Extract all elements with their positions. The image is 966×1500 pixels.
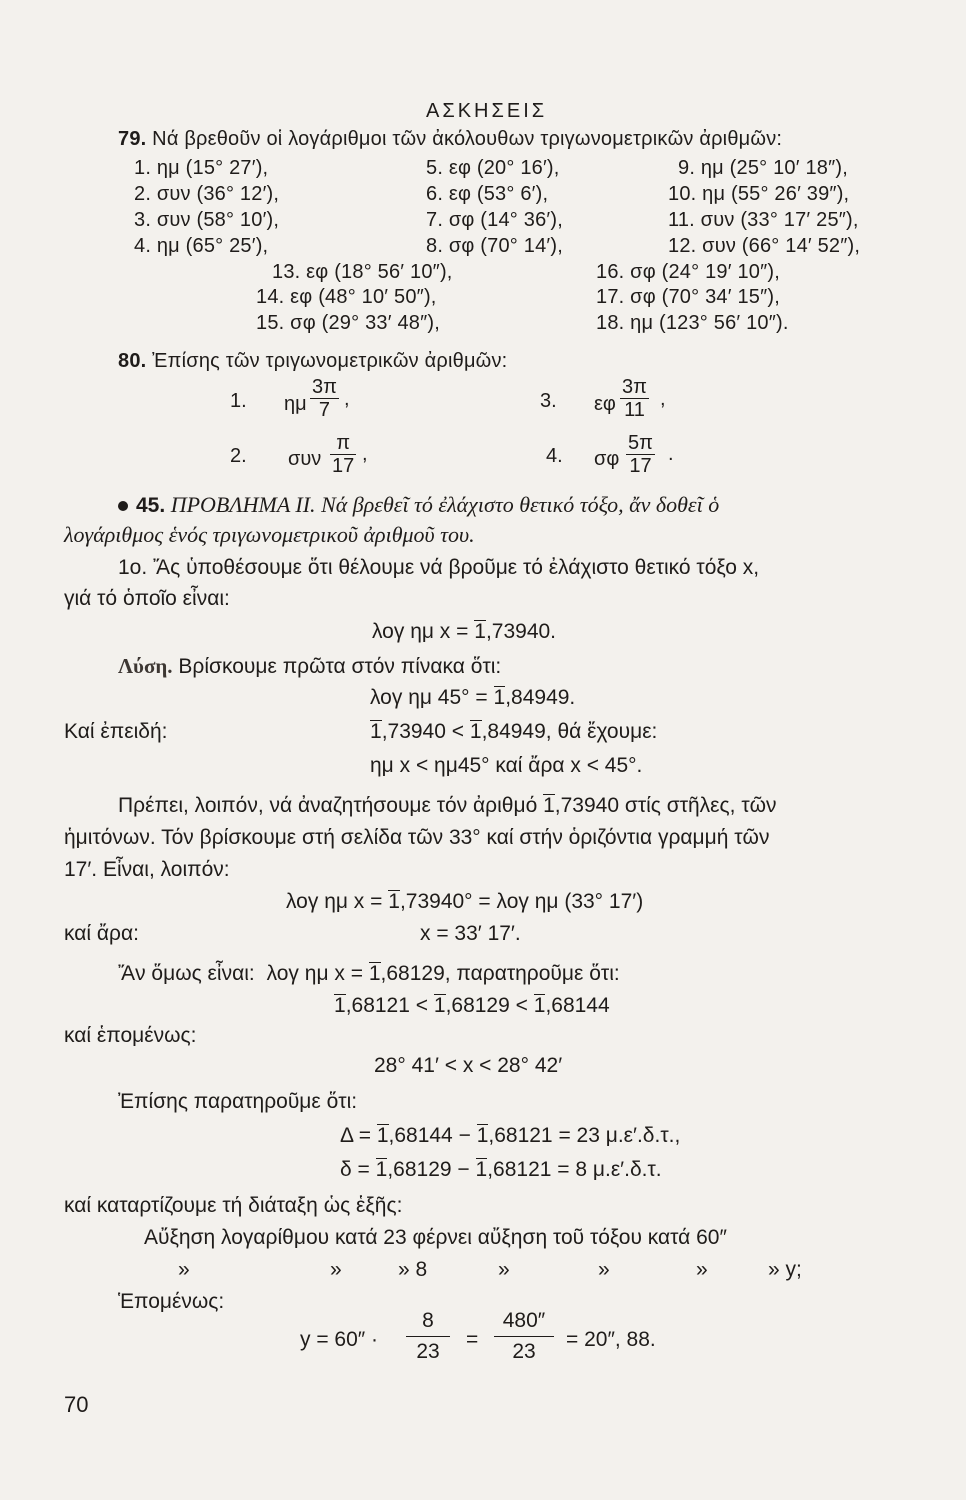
equation-text: λογ ημ x = [372,620,469,643]
ditto-mark: » [330,1258,342,1281]
ex79-item: 9. ημ (25° 10′ 18″), [678,157,848,179]
equation-text: λογ ημ x = [286,890,383,913]
paragraph: Ἐπίσης παρατηροῦμε ὅτι: [118,1090,358,1113]
bar-digit: 1 [375,1158,388,1181]
equation [334,994,610,1018]
problem-title: ΠΡΟΒΛΗΜΑ II. [170,492,316,517]
equation-text: ,73940° = λογ ημ (33° 17′) [399,890,644,913]
equation-text: ,68129 < [445,994,528,1017]
ex80-fraction: $\frac{3\pi}{7}$ [312,376,337,421]
equation-text: ,84949, θά ἔχουμε: [481,720,658,743]
bar-digit: 1 [388,890,400,913]
ex79-item: 14. εφ (48° 10′ 50″), [256,286,437,308]
bar-digit: 1 [368,962,381,985]
punctuation: . [668,443,674,465]
equation [286,890,643,914]
equation-text: λογ ημ x = [266,962,363,985]
ex79-item: 3. συν (58° 10′), [134,209,280,231]
solution-line [118,654,501,679]
problem-number: 45. [136,494,166,517]
exercise-text: Ἐπίσης τῶν τριγωνομετρικῶν ἀριθμῶν: [152,350,508,372]
paragraph [118,962,620,986]
bullet-icon [118,501,128,511]
ex80-item-function: ημ [284,393,307,415]
bar-digit: 1 [433,994,446,1017]
solution-text: Βρίσκουμε πρῶτα στόν πίνακα ὅτι: [178,655,502,678]
ex79-item: 5. εφ (20° 16′), [426,157,560,179]
equation-text: ,68121 < [345,994,429,1017]
ex80-fraction: $\frac{3\pi}{11}$ [622,376,647,421]
arrangement-row: Αὔξηση λογαρίθμου κατά 23 φέρνει αὔξηση τοῦ τόξου κατά 60″ [144,1226,727,1249]
paragraph: γιά τό ὁποῖο εἶναι: [64,587,230,610]
equation-text: ,68144 [545,994,610,1017]
section-heading: ΑΣΚΗΣΕΙΣ [426,100,548,122]
bar-digit: 1 [476,1124,489,1147]
ditto-mark: » [178,1258,190,1281]
paragraph-text: ,73940 στίς στῆλες, τῶν [554,794,777,817]
ex80-fraction: $\frac{5\pi}{17}$ [628,432,653,477]
exercise-text: Νά βρεθοῦν οἱ λογάριθμοι τῶν ἀκόλουθων τριγωνομετρικῶν ἀριθμῶν: [152,128,783,150]
ex79-item: 11. συν (33° 17′ 25″), [668,209,859,231]
equation-text: ,68129, παρατηροῦμε ὅτι: [380,962,620,985]
ex80-item-number: 1. [230,390,247,412]
paragraph [118,794,777,818]
ditto-mark: » [696,1258,708,1281]
bar-digit: 1 [370,720,382,743]
ex79-item: 12. συν (66° 14′ 52″), [668,235,861,257]
ex79-item: 1. ημ (15° 27′), [134,157,269,179]
final-fraction-1: $\frac{8}{23}$ [406,1306,450,1367]
ex80-item-number: 3. [540,390,557,412]
equation-text: ,68121 = 8 μ.ε′.δ.τ. [487,1158,662,1181]
bar-digit: 1 [376,1124,389,1147]
equation-text: ,68121 = 23 μ.ε′.δ.τ., [488,1124,681,1147]
solution-label: Λύση. [118,654,173,678]
equation [370,720,657,744]
equation-text: ,73940 < [381,720,465,743]
problem-text: Νά βρεθεῖ τό ἐλάχιστο θετικό τόξο, ἄν δοθεῖ ὁ [321,492,720,517]
ex79-item: 17. σφ (70° 34′ 15″), [596,286,780,308]
bar-digit: 1 [543,794,555,817]
ex80-item-function: σφ [594,448,620,470]
equation-text: δ = [340,1158,370,1181]
ex79-item: 6. εφ (53° 6′), [426,183,549,205]
ex80-item-number: 2. [230,445,247,467]
punctuation: , [344,388,350,410]
equation-text: ,68129 − [387,1158,470,1181]
paragraph-text: Πρέπει, λοιπόν, νά ἀναζητήσουμε τόν ἀριθμό [118,794,538,817]
punctuation: , [362,443,368,465]
paragraph: καί ἄρα: [64,922,139,945]
exercise-80-intro [118,350,507,373]
problem-heading [136,492,719,518]
bar-digit: 1 [493,686,506,709]
equation: = 20″, 88. [566,1328,656,1351]
equation [372,620,556,644]
equation: y = 60″ · [300,1328,379,1351]
equation: x = 33′ 17′. [420,922,521,945]
exercise-number: 80. [118,350,147,372]
ex80-item-function: συν [288,448,322,470]
paragraph-text: Ἄν ὅμως εἶναι: [118,962,255,985]
page-number: 70 [64,1392,89,1417]
exercise-79-intro [118,128,782,151]
ex79-item: 16. σφ (24° 19′ 10″), [596,261,780,283]
bar-digit: 1 [474,620,486,643]
equation: ημ x < ημ45° καί ἄρα x < 45°. [370,754,643,777]
equation [370,686,575,710]
final-fraction-2: $\frac{480''}{23}$ [494,1306,554,1367]
ex79-item: 18. ημ (123° 56′ 10″). [596,312,789,334]
ditto-mark: » 8 [398,1258,428,1281]
paragraph: ἡμιτόνων. Τόν βρίσκουμε στή σελίδα τῶν 33° καί στήν ὁριζόντια γραμμή τῶν [64,826,770,849]
ex79-item: 13. εφ (18° 56′ 10″), [272,261,453,283]
problem-text-continued: λογάριθμος ἑνός τριγωνομετρικοῦ ἀριθμοῦ του. [64,522,475,547]
equation [340,1158,662,1182]
ex79-item: 7. σφ (14° 36′), [426,209,563,231]
ex80-item-number: 4. [546,445,563,467]
ex80-item-function: εφ [594,393,616,415]
equation [340,1124,680,1148]
ex79-item: 10. ημ (55° 26′ 39″), [668,183,850,205]
ex80-fraction: $\frac{\pi}{17}$ [332,432,355,477]
bar-digit: 1 [469,720,482,743]
equation-text: Δ = [340,1124,371,1147]
equation-text: λογ ημ 45° = [370,686,488,709]
equation-text: ,68144 − [388,1124,471,1147]
paragraph: Ἑπομένως: [118,1290,225,1313]
exercise-number: 79. [118,128,147,150]
ditto-mark: » [598,1258,610,1281]
ditto-mark: » [498,1258,510,1281]
paragraph: 17′. Εἶναι, λοιπόν: [64,858,230,881]
equation: = [466,1328,479,1351]
paragraph: καί καταρτίζουμε τή διάταξη ὡς ἑξῆς: [64,1194,403,1217]
punctuation: , [660,388,666,410]
ex79-item: 2. συν (36° 12′), [134,183,280,205]
ex79-item: 8. σφ (70° 14′), [426,235,563,257]
ditto-mark: » y; [768,1258,802,1281]
paragraph: καί ἑπομένως: [64,1024,197,1047]
bar-digit: 1 [475,1158,488,1181]
paragraph: Καί ἐπειδή: [64,720,168,743]
ex79-item: 15. σφ (29° 33′ 48″), [256,312,440,334]
paragraph: 1ο. Ἄς ὑποθέσουμε ὅτι θέλουμε νά βροῦμε τό ἐλάχιστο θετικό τόξο x, [118,556,760,579]
bar-digit: 1 [334,994,346,1017]
ex79-item: 4. ημ (65° 25′), [134,235,269,257]
equation: 28° 41′ < x < 28° 42′ [374,1054,563,1077]
bar-digit: 1 [533,994,546,1017]
equation-text: ,84949. [505,686,576,709]
equation-text: ,73940. [485,620,557,643]
